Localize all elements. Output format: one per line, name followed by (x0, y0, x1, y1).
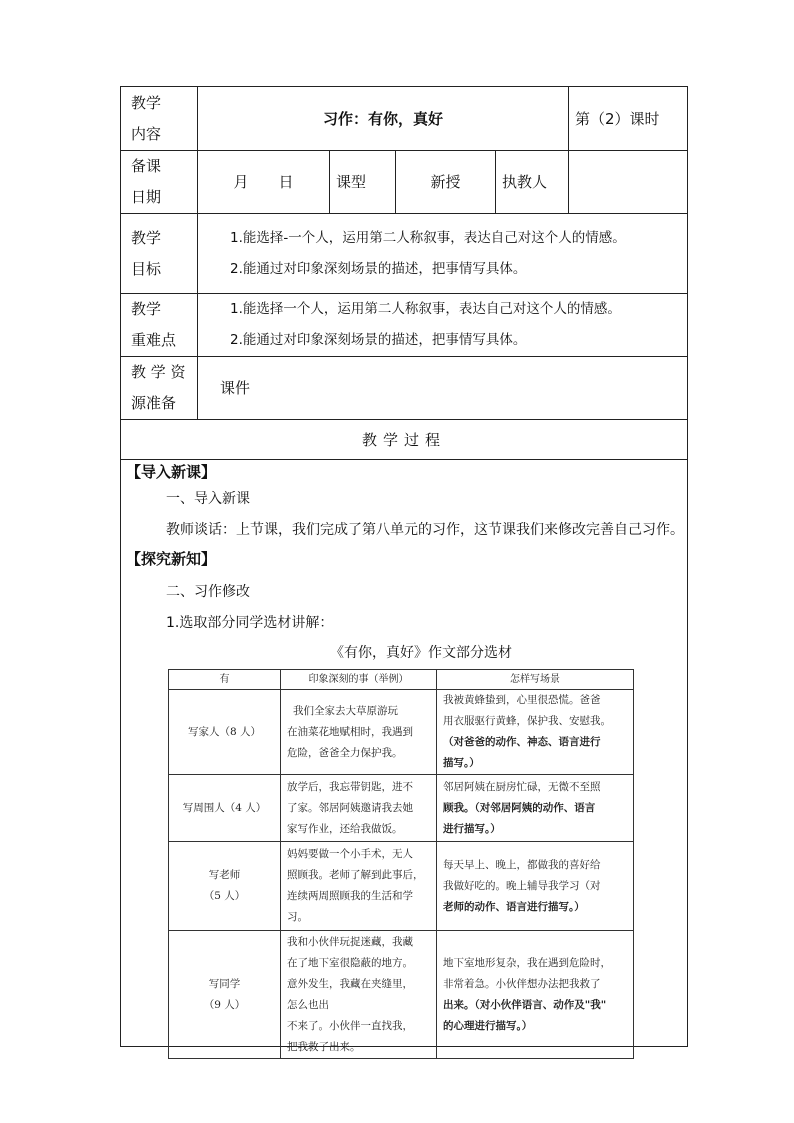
event-cell: 放学后，我忘带钥匙，进不 了家。邻居阿姨邀请我去她 家写作业，还给我做饭。 (281, 775, 437, 842)
teacher-label: 执教人 (496, 151, 569, 214)
key-item: 1.能选择一个人，运用第二人称叙事，表达自己对这个人的情感。 (230, 301, 621, 317)
scene-cell: 邻居阿姨在厨房忙碌，无微不至照 顾我。（对邻居阿姨的动作、语言 进行描写。） (437, 775, 634, 842)
date-value: 月 日 (198, 151, 330, 214)
scene-cell: 我被黄蜂蛰到，心里很恐慌。爸爸 用衣服驱行黄蜂，保护我、安慰我。 （对爸爸的动作、神态、语言进行 描写。） (437, 690, 634, 775)
scene-cell: 地下室地形复杂，我在遇到危险时， 非常着急。小伙伴想办法把我救了 出来。（对小伙伴语言、动作及"我" 的心理进行描写。） (437, 931, 634, 1059)
resource-label: 教 学 资 源准备 (121, 357, 198, 420)
teacher-value (569, 151, 688, 214)
explore-subitem: 1.选取部分同学选材讲解： (166, 615, 334, 631)
table-header-cell: 怎样写场景 (437, 670, 634, 690)
type-value: 新授 (396, 151, 496, 214)
explore-item: 二、习作修改 (166, 584, 250, 600)
process-heading: 教学过程 (121, 420, 688, 460)
who-cell: 写周围人（4 人） (169, 775, 281, 842)
lesson-header-table (120, 86, 688, 460)
resource-value: 课件 (198, 357, 688, 420)
intro-item: 一、导入新课 (166, 491, 250, 507)
table-row (169, 842, 634, 931)
table-header-cell: 印象深刻的事（举例） (281, 670, 437, 690)
lesson-title: 习作：有你，真好 (198, 87, 569, 151)
goal-item: 1.能选择-一个人，运用第二人称叙事，表达自己对这个人的情感。 (230, 229, 626, 246)
type-label: 课型 (330, 151, 396, 214)
date-label: 备课 日期 (121, 151, 198, 214)
table-header-cell: 有 (169, 670, 281, 690)
table-row (169, 931, 634, 1059)
section-heading-intro: 【导入新课】 (126, 463, 217, 481)
who-cell: 写同学 （9 人） (169, 931, 281, 1059)
key-content (198, 294, 688, 357)
table-header-row (169, 670, 634, 690)
table-caption: 《有你，真好》作文部分选材 (330, 645, 512, 661)
key-item: 2.能通过对印象深刻场景的描述，把事情写具体。 (230, 332, 527, 348)
goal-content (198, 214, 688, 294)
scene-cell: 每天早上、晚上，都做我的喜好给 我做好吃的。晚上辅导我学习（对 老师的动作、语言进行描写。） (437, 842, 634, 931)
goal-item: 2.能通过对印象深刻场景的描述，把事情写具体。 (230, 260, 527, 277)
lesson-period: 第（2）课时 (569, 87, 688, 151)
intro-text: 教师谈话：上节课，我们完成了第八单元的习作，这节课我们来修改完善自己习作。 (166, 522, 684, 538)
content-label: 教学 内容 (121, 87, 198, 151)
material-table (168, 669, 634, 1059)
who-cell: 写老师 （5 人） (169, 842, 281, 931)
event-cell: 妈妈要做一个小手术，无人 照顾我。老师了解到此事后， 连续两周照顾我的生活和学 习。 (281, 842, 437, 931)
key-label: 教学 重难点 (121, 294, 198, 357)
goal-label: 教学 目标 (121, 214, 198, 294)
table-row (169, 690, 634, 775)
event-cell: 我和小伙伴玩捉迷藏，我藏 在了地下室很隐蔽的地方。 意外发生，我藏在夹缝里， 怎么也出 不来了。小伙伴一直找我， 把我救了出来。 (281, 931, 437, 1059)
event-cell: 我们全家去大草原游玩 在油菜花地赋相时，我遇到 危险，爸爸全力保护我。 (281, 690, 437, 775)
who-cell: 写家人（8 人） (169, 690, 281, 775)
section-heading-explore: 【探究新知】 (126, 550, 217, 568)
table-row (169, 775, 634, 842)
